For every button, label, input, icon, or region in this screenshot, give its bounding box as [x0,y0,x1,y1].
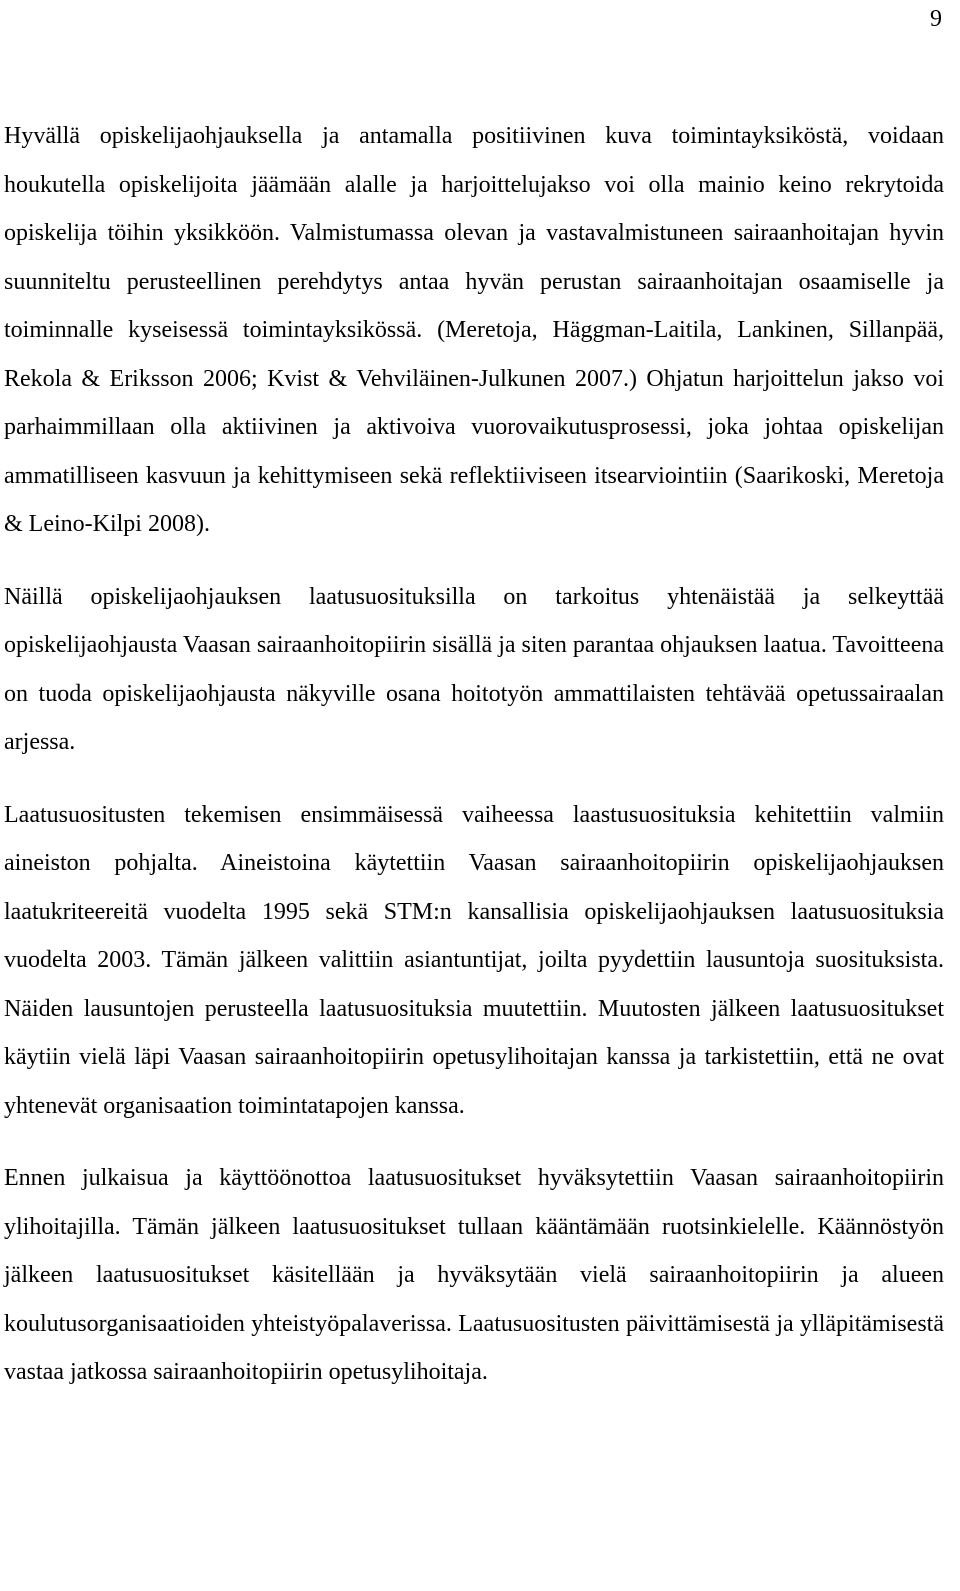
paragraph-1: Hyvällä opiskelijaohjauksella ja antamalla positiivinen kuva toimintayksiköstä, voidaan houkutella opiskelijoita jäämään alalle ja harjoittelujakso voi olla mainio keino rekrytoida opiskelija töihin yksikköön. Valmistumassa olevan ja vastavalmistuneen sairaanhoitajan hyvin suunniteltu perusteellinen perehdytys antaa hyvän perustan sairaanhoitajan osaamiselle ja toiminnalle kyseisessä toimintayksikössä. (Meretoja, Häggman-Laitila, Lankinen, Sillanpää, Rekola & Eriksson 2006; Kvist & Vehviläinen-Julkunen 2007.) Ohjatun harjoittelun jakso voi parhaimmillaan olla aktiivinen ja aktivoiva vuorovaikutusprosessi, joka johtaa opiskelijan ammatilliseen kasvuun ja kehittymiseen sekä reflektiiviseen itsearviointiin (Saarikoski, Meretoja & Leino-Kilpi 2008). [4,123,944,537]
document-body [4,112,944,1397]
paragraph-4: Ennen julkaisua ja käyttöönottoa laatusuositukset hyväksytettiin Vaasan sairaanhoitopiirin ylihoitajilla. Tämän jälkeen laatusuositukset tullaan kääntämään ruotsinkielelle. Käännöstyön jälkeen laatusuositukset käsitellään ja hyväksytään vielä sairaanhoitopiirin ja alueen koulutusorganisaatioiden yhteistyöpalaverissa. Laatusuositusten päivittämisestä ja ylläpitämisestä vastaa jatkossa sairaanhoitopiirin opetusylihoitaja. [4,1165,944,1385]
paragraph-2: Näillä opiskelijaohjauksen laatusuosituksilla on tarkoitus yhtenäistää ja selkeyttää opiskelijaohjausta Vaasan sairaanhoitopiirin sisällä ja siten parantaa ohjauksen laatua. Tavoitteena on tuoda opiskelijaohjausta näkyville osana hoitotyön ammattilaisten tehtävää opetussairaalan arjessa. [4,583,944,755]
paragraph-3: Laatusuositusten tekemisen ensimmäisessä vaiheessa laastusuosituksia kehitettiin valmiin aineiston pohjalta. Aineistoina käytettiin Vaasan sairaanhoitopiirin opiskelijaohjauksen laatukriteereitä vuodelta 1995 sekä STM:n kansallisia opiskelijaohjauksen laatusuosituksia vuodelta 2003. Tämän jälkeen valittiin asiantuntijat, joilta pyydettiin lausuntoja suosituksista. Näiden lausuntojen perusteella laatusuosituksia muutettiin. Muutosten jälkeen laatusuositukset käytiin vielä läpi Vaasan sairaanhoitopiirin opetusylihoitajan kanssa ja tarkistettiin, että ne ovat yhtenevät organisaation toimintatapojen kanssa. [4,801,944,1119]
page-number: 9 [930,6,942,32]
